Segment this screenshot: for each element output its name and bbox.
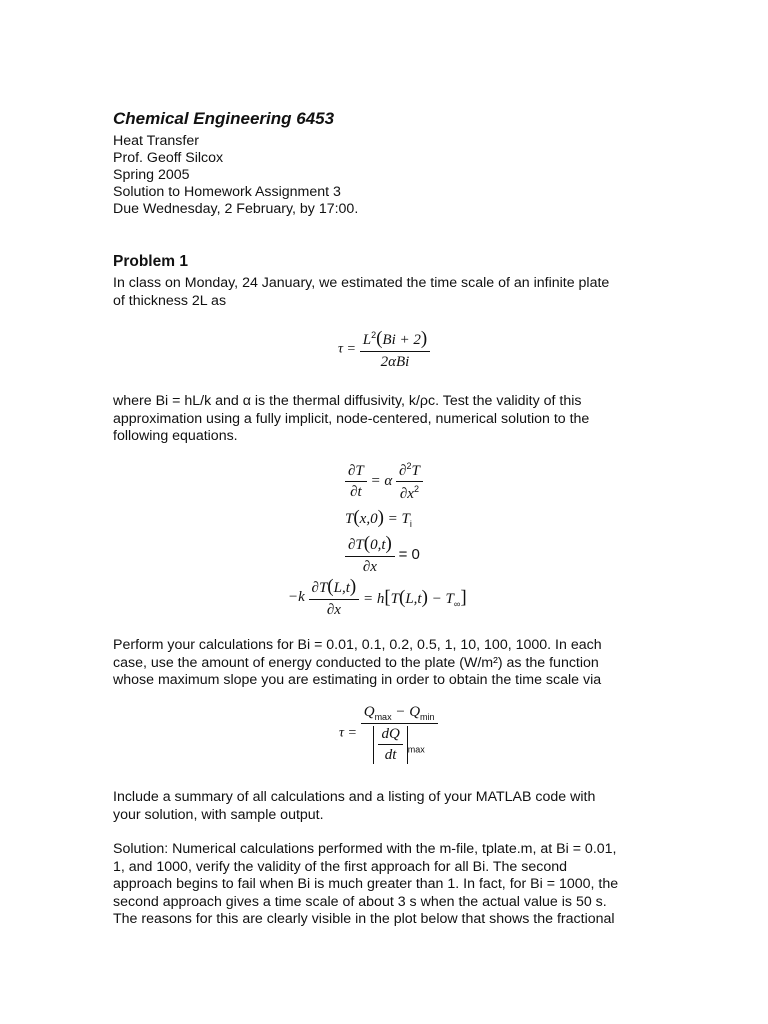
text-line: The reasons for this are clearly visible in the plot below that shows the fractional (113, 911, 615, 928)
equation-initial-condition: $T(x,0) = T_i$ (345, 507, 412, 529)
header-line: Spring 2005 (113, 167, 190, 183)
text-line: case, use the amount of energy conducted to the plate (W/m²) as the function (113, 654, 599, 671)
equation-time-scale: τ = $\frac{L^2(Bi + 2)}{\text{2αBi}}$ (338, 328, 430, 371)
equation-boundary-center: $\frac{\partial T(0,t)}{\partial x}$ = 0 (345, 533, 420, 576)
header-block (113, 133, 358, 218)
header-line: Due Wednesday, 2 February, by 17:00. (113, 201, 359, 217)
text-line: approximation using a fully implicit, node-centered, numerical solution to the (113, 410, 590, 427)
problem-heading: Problem 1 (113, 253, 188, 270)
equation-pde: $\frac{\partial T}{\partial t}$ = α $\frac{\partial^2T}{\partial x^2}$ (345, 461, 423, 503)
text-line: following equations. (113, 428, 238, 445)
text-line: second approach gives a time scale of about 3 s when the actual value is 50 s. (113, 893, 607, 910)
text-line: of thickness 2L as (113, 292, 227, 309)
header-line: Prof. Geoff Silcox (113, 150, 224, 166)
paragraph-calculations (113, 637, 658, 690)
paragraph-validity (113, 393, 658, 446)
text-line: In class on Monday, 24 January, we estimated the time scale of an infinite plate (113, 275, 610, 291)
text-line: your solution, with sample output. (113, 806, 324, 823)
course-title: Chemical Engineering 6453 (113, 109, 335, 128)
paragraph-intro (113, 275, 658, 310)
text-line: whose maximum slope you are estimating in order to obtain the time scale via (113, 672, 602, 689)
equation-boundary-surface: −k $\frac{\partial T(L,t)}{\partial x}$ = $h[T(L,t) - T_\infty]$ (288, 576, 467, 618)
header-line: Heat Transfer (113, 133, 199, 149)
text-line: Solution: Numerical calculations performed with the m-file, tplate.m, at Bi = 0.01, (113, 841, 617, 857)
text-line: Include a summary of all calculations and a listing of your MATLAB code with (113, 789, 596, 805)
equation-slope-time-scale: τ = $Q_{max} - Q_{min}$ $\frac{dQ}{dt}$ $_{max}$ (339, 704, 438, 764)
header-line: Solution to Homework Assignment 3 (113, 184, 341, 200)
paragraph-solution (113, 841, 658, 929)
paragraph-summary (113, 789, 658, 824)
text-line: Perform your calculations for Bi = 0.01, 0.1, 0.2, 0.5, 1, 10, 100, 1000. In each (113, 637, 602, 653)
text-line: approach begins to fail when Bi is much greater than 1. In fact, for Bi = 1000, the (113, 876, 619, 893)
text-line: where Bi = hL/k and α is the thermal diffusivity, k/ρc. Test the validity of this (113, 393, 582, 409)
text-line: 1, and 1000, verify the validity of the first approach for all Bi. The second (113, 858, 567, 875)
